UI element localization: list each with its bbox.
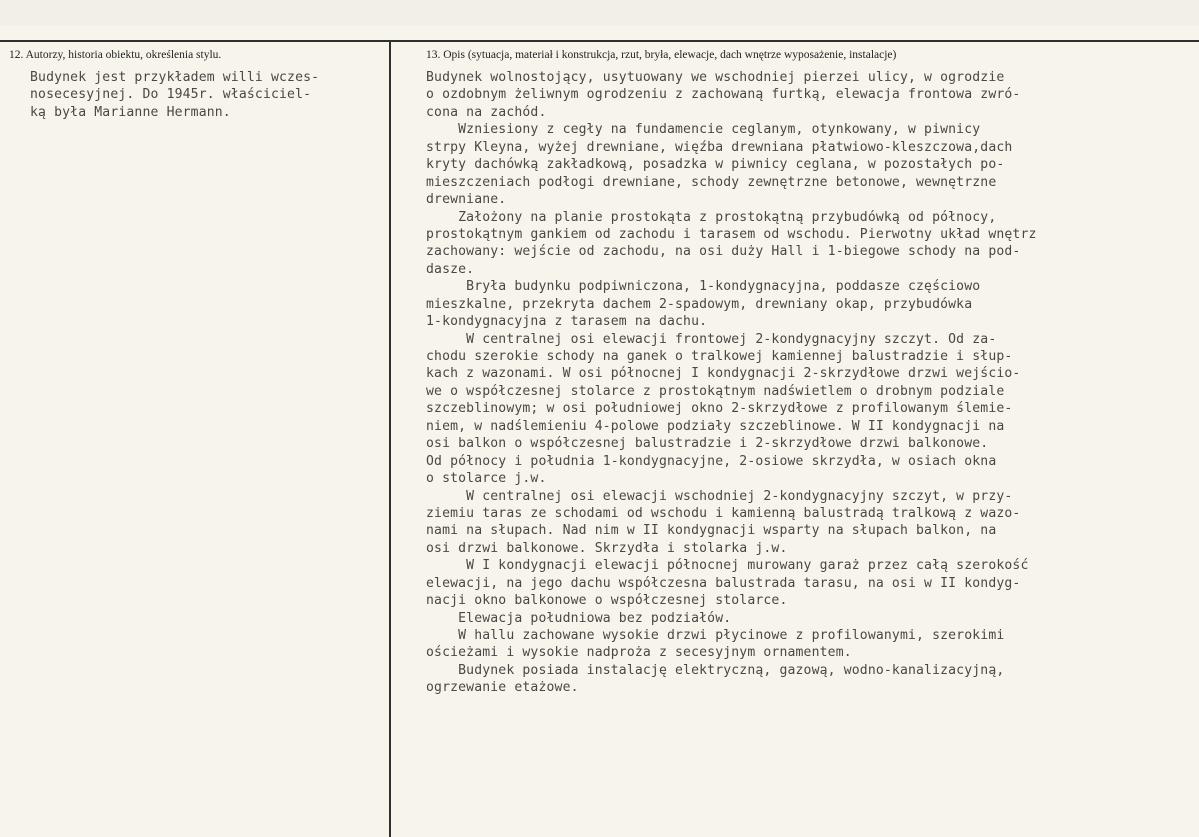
field-12-label: 12. Autorzy, historia obiektu, określenia stylu. [9, 49, 222, 61]
text-line: Wzniesiony z cegły na fundamencie ceglanym, otynkowany, w piwnicy [426, 122, 981, 138]
text-line: niem, w nadślemieniu 4-polowe podziały szczeblinowe. W II kondygnacji na [426, 418, 1005, 434]
page-top-margin [0, 0, 1199, 26]
text-line: Budynek wolnostojący, usytuowany we wschodniej pierzei ulicy, w ogrodzie [426, 70, 1005, 85]
text-line: ką była Marianne Hermann. [30, 104, 231, 120]
text-line: Budynek jest przykładem willi wczes- [30, 70, 320, 85]
text-line: 1-kondygnacyjna z tarasem na dachu. [426, 314, 708, 330]
text-line: kryty dachówką zakładkową, posadzka w piwnicy ceglana, w pozostałych po- [426, 157, 1005, 173]
text-line: W centralnej osi elewacji frontowej 2-kondygnacyjny szczyt. Od za- [426, 331, 997, 347]
text-line: szczeblinowym; w osi południowej okno 2-skrzydłowe z profilowanym ślemie- [426, 401, 1013, 417]
text-line: o stolarce j.w. [426, 471, 547, 487]
text-line: Założony na planie prostokąta z prostokątną przybudówką od północy, [426, 209, 997, 225]
field-13-text [426, 69, 1196, 697]
field-12-text [30, 69, 385, 121]
text-line: elewacji, na jego dachu współczesna balustrada tarasu, na osi w II kondyg- [426, 575, 1021, 591]
text-line: Bryła budynku podpiwniczona, 1-kondygnacyjna, poddasze częściowo [426, 279, 981, 295]
text-line: dasze. [426, 261, 475, 277]
text-line: prostokątnym gankiem od zachodu i tarasem od wschodu. Pierwotny układ wnętrz [426, 226, 1037, 242]
text-line: ogrzewanie etażowe. [426, 680, 579, 696]
text-line: W hallu zachowane wysokie drzwi płycinowe z profilowanymi, szerokimi [426, 628, 1005, 643]
text-line: Elewacja południowa bez podziałów. [426, 610, 732, 626]
text-line: mieszczeniach podłogi drewniane, schody zewnętrzne betonowe, wewnętrzne [426, 174, 997, 190]
text-line: nacji okno balkonowe o współczesnej stolarce. [426, 593, 788, 609]
text-line: ziemiu taras ze schodami od wschodu i kamienną balustradą tralkową z wazo- [426, 505, 1021, 521]
text-line: strpy Kleyna, wyżej drewniane, więźba drewniana płatwiowo-kleszczowa,dach [426, 139, 1013, 155]
text-line: zachowany: wejście od zachodu, na osi duży Hall i 1-biegowe schody na pod- [426, 244, 1021, 260]
text-line: Budynek posiada instalację elektryczną, gazową, wodno-kanalizacyjną, [426, 662, 1005, 678]
text-line: nosecesyjnej. Do 1945r. właściciel- [30, 87, 312, 103]
text-line: kach z wazonami. W osi północnej I kondygnacji 2-skrzydłowe drzwi wejścio- [426, 366, 1021, 382]
text-line: Od północy i południa 1-kondygnacyjne, 2-osiowe skrzydła, w osiach okna [426, 453, 997, 469]
text-line: W I kondygnacji elewacji północnej murowany garaż przez całą szerokość [426, 558, 1029, 574]
column-divider [389, 41, 391, 837]
text-line: osi balkon o współczesnej balustradzie i 2-skrzydłowe drzwi balkonowe. [426, 436, 989, 452]
text-line: o ozdobnym żeliwnym ogrodzeniu z zachowaną furtką, elewacja frontowa zwró- [426, 87, 1021, 103]
text-line: W centralnej osi elewacji wschodniej 2-kondygnacyjny szczyt, w przy- [426, 488, 1013, 504]
text-line: we o współczesnej stolarce z prostokątnym nadświetlem o drobnym podziale [426, 383, 1005, 399]
text-line: cona na zachód. [426, 104, 547, 120]
horizontal-rule [0, 40, 1199, 42]
text-line: chodu szerokie schody na ganek o tralkowej kamiennej balustradzie i słup- [426, 349, 1013, 364]
text-line: ościeżami i wysokie nadproża z secesyjnym ornamentem. [426, 645, 852, 661]
text-line: mieszkalne, przekryta dachem 2-spadowym, drewniany okap, przybudówka [426, 296, 973, 312]
text-line: nami na słupach. Nad nim w II kondygnacji wsparty na słupach balkon, na [426, 523, 997, 539]
text-line: drewniane. [426, 192, 507, 208]
field-13-label: 13. Opis (sytuacja, materiał i konstrukcja, rzut, bryła, elewacje, dach wnętrze wyposażenie, instalacje) [426, 49, 897, 61]
text-line: osi drzwi balkonowe. Skrzydła i stolarka j.w. [426, 540, 788, 556]
